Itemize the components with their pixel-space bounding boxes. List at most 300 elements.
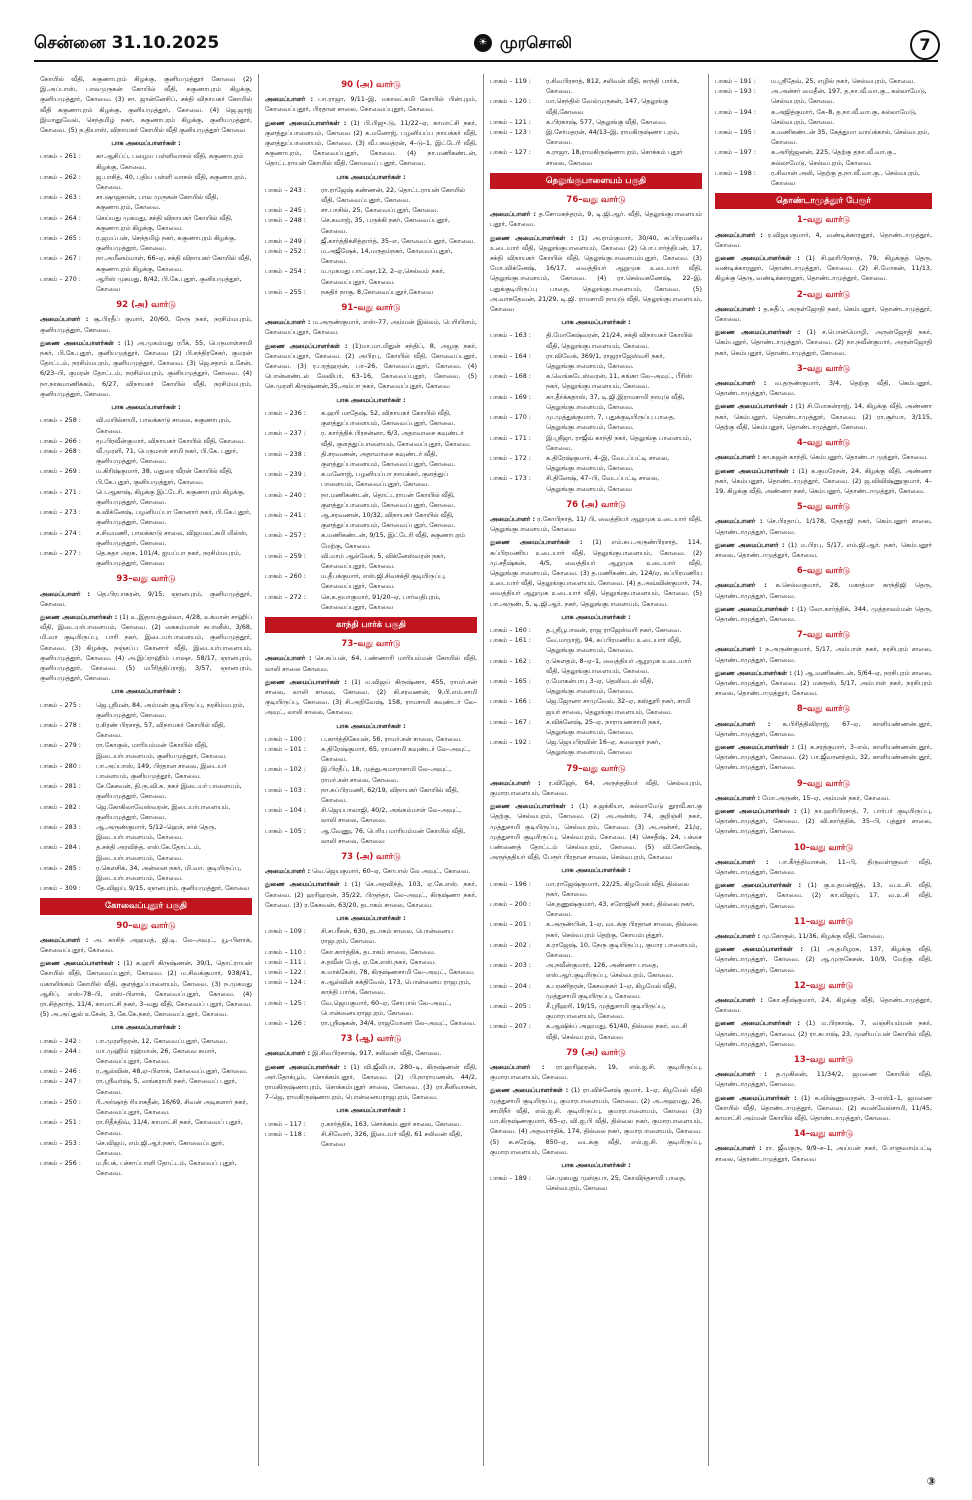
list-item (40, 487, 252, 507)
paragraph-text: (1) செ.அரவிந்த், 103, ஏ.கே.எஸ். நகர், கோவை. (2) ஹரிஹரன், 35/22, பிருந்தா, லே–அவுட், கிருஷ்ணா நகர், கோவை. (3) ர.கேசவன், 63/20, தடாகம் சாலை, கோவை. (265, 880, 477, 909)
booth-number: பாகம் – 285 : (40, 863, 81, 872)
ward-heading: 90–வது வார்டு (116, 920, 176, 931)
booth-number: பாகம் – 192 : (490, 738, 531, 747)
booth-list (490, 330, 702, 493)
booth-list (40, 151, 252, 294)
paragraph-text: ம.அருண்குமார், எஸ்–77, அம்மன் இல்லம், பெரியிளம், கோவைப்புதூர், கோவை. (265, 318, 477, 337)
booth-organiser: ம.ஸ்ரீதேவ், 25, எழில் நகர், செல்வபுரம், கோவை. (771, 77, 916, 85)
footer-mark: ③ (926, 1475, 936, 1488)
paragraph-text: (1) வி.ஜீவிபா, 280–டி, கிருஷ்ணன் வீதி, அர்.தோக்பூம், சொக்கம்புதூர், கோவை. (2) பி.நாராயணன், 44/2, ராமகிருஷ்ணாபுரம், சொக்கம்புதூர் சாலை, கோவை. (3) ரா.சீனிவாசன், 7–ஜெ, ராமகிருஷ்ணாபுரம், பொன்னையராஜபுரம், கோவை. (265, 1062, 477, 1102)
booth-number: பாகம் – 267 : (40, 254, 81, 263)
role-label: அமைப்பாளர் : (715, 230, 763, 239)
booth-number: பாகம் – 162 : (490, 656, 531, 665)
column-4 (715, 74, 932, 1466)
role-label: அமைப்பாளர் : (715, 1070, 767, 1079)
text-paragraph (715, 516, 932, 536)
booth-organiser: ச.ஆல்வின் சக்திவேல், 173, பொன்னைய ராஜபுரம், காந்தி பார்க், கோவை. (321, 978, 471, 997)
paragraph-text: (1) ச.ஜக்கியா, கல்லாமேடு தூரவீ.கா.கு தெற்கு, செல்வபுரம், கோவை. (2) அ.அன்ஸ், 74, குறிஞ்சி நகர், முத்துசாமி குடியிருப்பு, செல்வபுரம், கோவை. (3) அ.அன்சர், 21/ஏ, முத்துசாமி குடியிருப்பு, செல்வபுரம், கோவை. (4) செசதீஷ், 24, பச்சை பண்ணைத் தோட்டம் செல்வபுரம், கோவை. (5) வி.கோகேஷ், அருந்ததியர் வீதி, பேரூர் பிரதான சாலை, செல்வபுரம், கோவை (490, 802, 702, 862)
paragraph-text: அ. காசிந் அஹமத், ஜி.டி. லே–அவுட், யூ–பிளாக், கோவைப்புதூர், கோவை. (40, 935, 252, 955)
paragraph-text: தெ.பிரபாகரன், 9/15, ஞானபுரம், குனியமுத்தூர், கோவை. (40, 589, 252, 608)
booth-number: பாகம் – 257 : (265, 531, 306, 540)
list-item (40, 1076, 252, 1096)
paragraph-text: (1) அ.முகம்மது ரபீக், 55, பெருமாள்சாமி நகர், பி.கே.புதூர், குனியமுத்தூர், கோவை (2) பி.சந்திரசேகர், குமரன் தோட்டம், நரசிம்மபுரம், குனியமுத்தூர், கோவை. (3) ஜெ.சதாம் உசேன், 6/23–பி, குமரன் தோட்டம், நரசிம்மபுரம், குனியமுத்தூர், கோவை. (4) நா.நாகமாணிக்கம், 6/27, விநாயகர் கோயில் வீதி, நரசிம்மபுரம், குனியமுத்தூர், கோவை. (40, 338, 252, 398)
role-label: அமைப்பாளர் : (715, 304, 761, 313)
paragraph-text: கோ.சதீஷ்குமார், 24, கிழக்கு வீதி, தொண்டாமுத்தூர், கோவை. (715, 996, 932, 1015)
column-1 (40, 74, 252, 1466)
ward-heading: 90 (அ) வார்டு (341, 80, 401, 90)
list-item (490, 1173, 702, 1193)
booth-organiser: ர.கார்த்திக், 163, சொக்கம்புதூர் சாலை, கோவை. (321, 1119, 462, 1128)
role-label: அமைப்பாளர் : (715, 932, 761, 941)
booth-organiser: ச.விக்னேஷ், 25–ஏ, நாராயணசாமி நகர், தெலுங்குபாளையம், கோவை. (546, 717, 662, 736)
text-paragraph (715, 378, 932, 398)
booth-organiser: ரா.ரிதீந்திவ், 11/4, காமாட்சி நகர், கோவைப் புதூர், கோவை. (96, 1118, 243, 1137)
ward-heading: 73 (அ) வார்டு (341, 852, 401, 863)
booth-organiser: க.திரேஷ்குமார், 65, ராமசாமி கவுண்டர் லே–அவுட், கோவை. (321, 744, 471, 764)
paragraph-text: (1) சி.மோகன்ராஜ், 14, கிழக்கு வீதி, அண்ணா நகர், கெம்பனூர், தொண்டாமுத்தூர், கோவை. (2) ரா.சூர்யா, 3/115, தெற்கு வீதி, கெம்பனூர், தொண்டாமுத்தூர், கோவை. (715, 402, 932, 431)
booth-list (40, 415, 252, 568)
booth-organiser: ர.ஜமப்பன், செந்தமிழ் நகர், சுகுணாபுரம் கிழக்கு, குனியமுத்தூர், கோவை. (96, 234, 237, 253)
role-label: துணை அமைப்பாளர்கள் : (490, 538, 583, 547)
list-item (40, 1046, 252, 1066)
role-label: துணை அமைப்பாளர்கள் : (715, 254, 800, 263)
paragraph-text: செ.சுப்பன், 64, பண்ணாரி மாரியம்மன் கோயில் வீதி, லாலி சாலை கோவை. (265, 654, 477, 673)
column-divider (708, 74, 709, 1466)
paragraph-text: த.சுதீப், அருள்ஜோதி நகர், கெம்பனூர், தொண்டாமுத்தூர், கோவை. (715, 304, 932, 324)
list-item (265, 957, 477, 967)
text-paragraph (490, 514, 702, 534)
paragraph-text: (1)மா.மா.மிதுன் சந்திப், 8, அழகு நகர், கோவைப்புதூர், கோவை. (2) அபிரபு, கோயில் வீதி, கோவைப்புதூர், கோவை. (3) ர.பரத்ஹரன், பா–26, கோவைப்புதூர், கோவை. (4) பொன்னண்டல் லேவிபர், 63–16, கோவைப்புதூர், கோவை. (5) செ.முரளி கிருஷ்ணன்,35,அம்பா நகர், கோவைப்புதூர், கோவை (265, 341, 477, 391)
list-item (715, 127, 932, 147)
paragraph-text: வ.தருண்குமார், 3/4, தெற்கு வீதி, கெம்பனூர், தொண்டாமுத்தூர், கோவை. (715, 379, 932, 398)
paragraph-text: செ.பிரதாப், 1/178, நேதாஜி நகர், கெம்பனூர் சாலை, தொண்டாமுத்தூர், கோவை. (715, 517, 932, 536)
list-item (265, 571, 477, 591)
newspaper-name: முரசொலி (500, 33, 572, 52)
text-paragraph (715, 604, 932, 624)
booth-organiser: த.ஸ்ரீபூபாலன், ராஜ ராஜேஸ்வரி நகர், கோவை. (546, 625, 682, 634)
booth-organiser: நா.மணிகண்டன், தொட்டராயன் கோயில் வீதி, குளத்துப்பாளையம், கோவைப்புதூர், கோவை. (321, 490, 456, 509)
paragraph-text: பா.ராஜா, 9/11–இ, மகாலட்சுமி கோயில் பின்புறம், கோவைப்புதூர், பிரதான சாலை, கோவைப்புதூர், கோவை. (265, 95, 477, 114)
list-item (490, 392, 702, 412)
booth-number: பாகம் – 163 : (490, 331, 531, 340)
booth-number: பாகம் – 244 : (40, 1046, 81, 1055)
paragraph-text: (1) சு.விஷ்ணுவரதன், 3–எஸ்1–1, ஜமணை கோயில் வீதி, தொண்டாமுத்தூர், கோவை. (2) சுமன்வேல்சாமி, 11/45, காமாட்சி அம்மன் கோயில் வீதி, தொண்டாமுத்தூர், கோவை. (715, 1093, 932, 1123)
booth-organiser: ஆ.வேணு, 76, பெரிய மாரியம்மன் கோயில் வீதி, லாலி சாலை, கோவை (321, 826, 466, 845)
booth-organiser: அ.நவீன்குமார், 126, அண்ணா பாதை, எஸ்.ஆர்.குடியிருப்பு, செல்வபுரம், கோவை. (546, 961, 674, 980)
list-item (265, 408, 477, 428)
sub-heading: பாக அமைப்பாளர்கள் : (561, 318, 631, 327)
booth-number: பாகம் – 236 : (265, 408, 306, 417)
text-paragraph (40, 958, 252, 1019)
list-item (40, 415, 252, 435)
paragraph-text: வெ.ஜெயகுமார், 60–ஏ, சோபால் லே அவுட், கோவை. (312, 867, 471, 876)
booth-number: பாகம் – 241 : (265, 510, 306, 519)
role-label: அமைப்பாளர் : (715, 1144, 762, 1153)
booth-organiser: யா.முஹிம் ரஹ்மான், 26, கோவை சுமார், கோவைப்புதூர், கோவை. (96, 1046, 217, 1066)
role-label: துணை அமைப்பாளர்கள் : (715, 1093, 797, 1102)
booth-number: பாகம் – 252 : (265, 247, 306, 256)
role-label: துணை அமைப்பாளர்கள் : (715, 945, 803, 954)
paragraph-text: ரா.ஹரிஹரன், 19, எல்.ஐ.சி. குடியிருப்பு, குமாரபாளையம், கோவை. (490, 1063, 702, 1082)
sun-emblem-icon: ☀ (474, 34, 492, 52)
paragraph-text: (1) க.ஹரி கிருஷ்ணன், 39/1, தொட்ராயன் கோயில் வீதி, கோவைப்புதூர், கோவை. (2) ம.சிவக்குமார், 938/41, மகாலிங்கம் கோயில் வீதி, குளத்துப்பாளையம், கோவை. (3) ந.முகமது ஆசிப், எஸ்–78–பி, எஸ்–பிளாக், கோவைப்புதூர், கோவை. (4) ரா.சித்தார்த், 11/4, காமாட்சி நகர், 3–வது வீதி, கோவைப் புதூர், கோவை. (5) அ.அப்துல் உசேன், 3, கே.கே.நகர், கோவைப்புதூர், கோவை. (40, 959, 252, 1019)
list-item (715, 76, 932, 86)
ward-heading: 7–வது வார்டு (796, 630, 851, 641)
booth-number: பாகம் – 272 : (265, 592, 306, 601)
paragraph-text: க.செல்வகுமார், 28, மகாத்மா காந்திஜி தெரு, தொண்டாமுத்தூர், கோவை. (715, 581, 932, 600)
booth-number: பாகம் – 193 : (715, 87, 756, 96)
list-item (265, 1119, 477, 1129)
role-label: துணை அமைப்பாளர் : (715, 540, 785, 549)
paragraph-text: த.சோமசுந்தரம், 9, டி.ஜி.ஆர். வீதி, தெலுங்குபாளையம் புதூர், கோவை. (490, 210, 702, 229)
list-item (490, 960, 702, 980)
list-item (40, 1158, 252, 1178)
role-label: அமைப்பாளர் : (715, 379, 767, 388)
booth-organiser: ஜெ.ஜோனா சாமுவேல், 32–ஏ, கஸ்தூரி நகர், சாமி ஜயர் சாலை, தெலுங்குபாளையம், கோவை. (546, 697, 691, 716)
booth-number: பாகம் – 277 : (40, 548, 81, 557)
list-item (490, 635, 702, 655)
paragraph-text: (1) ம.பிரகாஷ், 7, வஞ்சியம்மன் நகர், தொண்டாமுத்தூர், கோவை. (2) ரா.சுபாஷ், 23, முனியப்பன் கோயில் வீதி, தொண்டாமுத்தூர், கோவை. (715, 1019, 932, 1048)
booth-list (40, 700, 252, 894)
column-3 (490, 74, 702, 1466)
masthead (34, 0, 938, 62)
booth-organiser: ர.மோகன்பாபு 3–ஏ, தெலிவடல் வீதி, தெலுங்குபாளையம், கோவை. (546, 676, 654, 696)
booth-number: பாகம் – 173 : (490, 474, 531, 483)
booth-list (715, 76, 932, 188)
list-item (265, 1018, 477, 1028)
list-item (40, 507, 252, 527)
booth-number: பாகம் – 255 : (265, 287, 306, 296)
list-item (40, 1097, 252, 1117)
booth-organiser: ம.நீபக், பச்சாப்பாளி தோட்டம், கோவைப் புதூர், கோவை. (96, 1159, 237, 1178)
booth-organiser: சி.தினேஷ், 47–பி, வேடப்பட்டி சாலை, தெலுங்குபாளையம், கோவை (546, 474, 660, 493)
booth-organiser: க.திரேஷ்குமார், 4–இ, வேடப்பட்டி சாலை, தெலுங்குபாளையம், கோவை. (546, 453, 670, 473)
booth-organiser: க.மணிகண்டன் 35, கேத்துமா வாய்க்கால், செல்வபுரம், கோவை. (771, 128, 930, 147)
booth-organiser: ரா.ராஜேஷ் கண்ணன், 22, தொட்டராயன் கோயில் வீதி, கோவைப்புதூர், கோவை. (321, 185, 465, 205)
booth-number: பாகம் – 250 : (40, 1097, 81, 1106)
ward-heading: 13–வது வார்டு (793, 1055, 854, 1066)
list-item (490, 127, 702, 147)
booth-number: பாகம் – 205 : (490, 1002, 531, 1011)
list-item (40, 781, 252, 801)
column-divider (258, 74, 259, 1466)
booth-number: பாகம் – 262 : (40, 172, 81, 181)
ward-heading: 12–வது வார்டு (793, 980, 854, 991)
booth-number: பாகம் – 279 : (40, 741, 81, 750)
text-paragraph (715, 580, 932, 600)
paragraph-text: கோயில் வீதி, சுகுணாபுரம் கிழக்கு, குனியமுத்தூர் கோவை (2) இ.அப்பாஸ், பாலமுருகன் கோயில் வீதி, சுகுணாபுரம் கிழக்கு, குனியமுத்தூர், கோவை. (3) சா. ஜான்னேசிப், சக்தி விநாயகர் கோயில் வீதி சுகுணாபுரம் கிழக்கு, குனியமுத்தூர், கோவை. (4) ஜெ.ஜாஜ் இமானுவேல், செந்தமிழ் நகர், சுகுணாபுரம் கிழக்கு, குனியமுத்தூர், கோவை. (5) ந.தியாஸ், விநாயகர் கோயில் வீதி குனியமுத்தூர் கோவை (40, 75, 252, 135)
list-item (40, 151, 252, 171)
text-paragraph (265, 94, 477, 114)
list-item (490, 981, 702, 1001)
booth-organiser: இ.சேர்மதரன், 44/13–இ, ராமகிருஷ்ணா புரம், கோவை. (546, 128, 680, 147)
sub-heading: பாக அமைப்பாளர்கள் : (561, 612, 631, 621)
paragraph-text: ரா. ஜீவகுரு, 9/9–ச–1, அய்யன் நகர், போளுவாம்பட்டி சாலை, தொண்டாமுத்தூர், கோவை (715, 1144, 932, 1163)
ward-heading: 11–வது வார்டு (793, 916, 854, 927)
booth-organiser: ர.சிவபிரசாத், 812, சலிவன் வீதி, காந்தி பார்க், கோவை. (546, 77, 680, 96)
booth-organiser: கா.தீர்க்கதாஸ், 37, டி.ஜி.இராமசாமி நாயுடு வீதி, தெலுங்குபாளையம், கோவை. (546, 392, 685, 411)
list-item (490, 919, 702, 939)
role-label: துணை அமைப்பாளர்கள் : (265, 1062, 347, 1071)
text-paragraph (715, 466, 932, 497)
booth-number: பாகம் – 274 : (40, 528, 81, 537)
booth-organiser: சி.சபரீசன், 630, தடாகம் சாலை, பொன்னைய ராஜபுரம், கோவை. (321, 927, 453, 946)
booth-organiser: ஆ.அருண்குமார், 5/12–ஹெச், சர்ச் தெரு, இடையர்பாளையம், கோவை. (96, 823, 217, 842)
booth-organiser: தி.சரவணன், அதாவாசை கவுண்டர் வீதி, குளத்துப்பாளையம், கோவைப்புதூர், கோவை. (321, 449, 456, 468)
text-paragraph (490, 537, 702, 608)
ward-heading: 3–வது வார்டு (796, 363, 851, 374)
ward-heading: 76–வது வார்டு (566, 195, 626, 206)
ward-heading: 92 (அ) வார்டு (116, 300, 176, 311)
list-item (265, 764, 477, 784)
text-paragraph (715, 931, 932, 941)
booth-number: பாகம் – 283 : (40, 823, 81, 832)
role-label: அமைப்பாளர் : (490, 778, 541, 787)
text-paragraph (715, 1143, 932, 1163)
text-paragraph (265, 1062, 477, 1103)
booth-organiser: அ.அன்சர் மைதீன், 197, த.நா.வீ.வா.கு., கல்லாமேடு, செல்வபுரம், கோவை. (771, 87, 927, 106)
booth-number: பாகம் – 246 : (40, 1067, 81, 1076)
role-label: துணை அமைப்பாளர்கள் : (715, 881, 802, 890)
booth-organiser: செ.விஜய், எம்.ஜி.ஆர்.நகர், கோவைப்புதூர், கோவை. (96, 1138, 225, 1157)
list-item (265, 744, 477, 764)
text-paragraph (715, 944, 932, 975)
booth-organiser: க.பிரகாஷ், 577, தெலுங்கு வீதி, கோவை. (546, 117, 667, 126)
booth-number: பாகம் – 270 : (40, 274, 81, 283)
list-item (265, 449, 477, 469)
list-item (40, 720, 252, 740)
sub-heading: பாக அமைப்பாளர்கள் : (336, 1106, 406, 1115)
booth-organiser: வே.மாறாஜ், 94, சுப்பிரமணிய உடையார் வீதி, தெலுங்குபாளையம், கோவை. (546, 636, 682, 655)
paragraph-text: (1) எம்.சுப.அருண்பிரசாத், 114, சுப்பிரமணிய உடையார் வீதி, தெலுங்குபாளையம், கோவை. (2) மு.சதீஷ்கன், 4/5, வைத்தியர் ஆறுமுக உடையார் வீதி, தெலுங்குபாளையம், கோவை. (3) த.மணிகண்டன், 124/ஏ, சுப்பிரமணிய உடையார் வீதி, தெலுங்குபாளையம், கோவை. (4) த.அவ்வின்குமார், 74, வைத்தியர் ஆறுமுக உடையார் வீதி, தெலுங்குபாளையம், கோவை. (5) பா.அருண், 5, டி.ஜி.ஆர். நகர், தெலுங்குபாளையம், கோவை. (490, 538, 702, 608)
booth-number: பாகம் – 165 : (490, 676, 531, 685)
list-item (40, 466, 252, 486)
booth-organiser: க.மணிகண்டன், 9/15, இட்டேரி வீதி, சுகுணாபுரம் மேற்கு, கோவை. (321, 531, 466, 550)
paragraph-text: ர.கோபிநாத், 11/ பி, வைத்தியர் ஆறுமுக உடையார் வீதி, தெலுங்குபாளையம், கோவை (490, 514, 702, 534)
list-item (265, 530, 477, 550)
booth-number: பாகம் – 164 : (490, 351, 531, 360)
booth-organiser: மூ.பிரவீன்குமார், விநாயகர் கோயில் வீதி, கோவை. (96, 436, 246, 445)
text-paragraph (265, 118, 477, 169)
booth-list (265, 185, 477, 297)
list-item (265, 287, 477, 297)
paragraph-text: (1) ரா.விக்னேஷ் குமார், 1–ஏ, கிழமேல் வீதி முத்துசாமி குடியிருப்பு, குமாரபாளையம், கோவை. (2) அ.அஹமது, 26, சாமிநீர் வீதி, எல்.ஐ.சி. குடியிருப்பு, குமாரபாளையம், கோவை (3) மா.கிருஷ்ணகுமார், 65–ஏ, வி.ஐ.பி வீதி, தில்லை நகர், குமாரபாளையம், கோவை. (4) அதவார்திக், 174, தில்லை நகர், குமாரபாளையம், கோவை. (5) க.சுரேஷ், 850–ஏ, வடக்கு வீதி, எல்.ஐ.சி. குடியிருப்பு, குமாரபாளையம், கோவை. (490, 1086, 702, 1156)
text-paragraph (490, 1062, 702, 1082)
text-paragraph (715, 806, 932, 837)
booth-number: பாகம் – 264 : (40, 213, 81, 222)
list-item (40, 822, 252, 842)
booth-number: பாகம் – 202 : (490, 940, 531, 949)
role-label: அமைப்பாளர் : (40, 315, 89, 324)
paragraph-text: (1) கு.உதயன்ஜித், 13, வ.உ.சி. வீதி, தொண்டாமுத்தூர், கோவை. (2) கா.விஜய், 17, வ.உ.சி வீதி, தொண்டாமுத்தூர், கோவை. (715, 881, 932, 910)
booth-number: பாகம் – 101 : (265, 744, 306, 753)
booth-organiser: சி.சிவோர், 326, இடையர் வீதி, 61 சலிவன் வீதி, கோவை (321, 1129, 463, 1149)
list-item (265, 592, 477, 612)
booth-organiser: க.ராஜா, 18,ராமகிருஷ்ணாபுரம், சொக்கம் புதூர் சாலை, கோவை (546, 148, 683, 167)
columns-container (40, 74, 932, 1466)
booth-number: பாகம் – 281 : (40, 782, 81, 791)
text-paragraph (715, 1069, 932, 1089)
ward-heading: 6–வது வார்டு (796, 566, 851, 577)
text-paragraph (715, 304, 932, 324)
role-label: அமைப்பாளர் : (715, 793, 761, 802)
list-item (40, 192, 252, 212)
list-item (490, 351, 702, 371)
booth-organiser: க.ராஜேஷ், 10, நேரு குடியிருப்பு, குமார பாளையம், கோவை. (546, 940, 698, 960)
paragraph-text: ர.விஜயகுமார், 4, வண்டிக்காரனூர், தொண்டாமுத்தூர், கோவை. (715, 230, 932, 249)
booth-organiser: கா.ஆசிப்ப், பழைய பள்ளிவாசல் வீதி, சுகுணாபுரம் கிழக்கு, கோவை. (96, 152, 244, 171)
ward-heading: 79 (அ) வார்டு (566, 1047, 626, 1058)
text-paragraph (715, 742, 932, 773)
paragraph-text: (1) பி.பிஜு.டு, 11/22–ஏ, காமாட்சி நகர், குளத்துப்பாளையம், கோவை (2) க.மனோஜ், பழனியப்ப நாயக்கர் வீதி, குளத்துப்பாளையம், கோவை. (3) வீ.பகவத்ரன், 4–டு–1, இட்டேரி வீதி, சுகுணாபுரம், கோவைப்புதூர், கோவை. (4) நா.மணிகண்டன், தொட்டராயன் கோயில் வீதி, கோவைப் புதூர், கோவை. (265, 118, 477, 168)
text-paragraph (715, 880, 932, 911)
booth-number: பாகம் – 268 : (40, 446, 81, 455)
list-item (715, 147, 932, 167)
paragraph-text: (1) ம.விஜய் கிருஷ்ணா, 455, ராமர்.சன் சாலை, லாலி சாலை, கோவை. (2) கி.சரவணன், 9,பி.எம்.சாமி குடியிருப்பு, கோவை. (3) சி.அறிவேஷ், 158, ராமசாமி கவுண்டர் லே–அவுட், லாலி சாலை, கோவை. (265, 677, 477, 717)
role-label: அமைப்பாளர் : (40, 935, 89, 944)
booth-organiser: வீ.முரளி, 71, பெருமாள் சாமி நகர், பி.கே. புதூர், குனியமுத்தூர், கோவை. (96, 446, 238, 466)
text-paragraph (490, 1085, 702, 1156)
list-item (40, 883, 252, 893)
text-paragraph (490, 233, 702, 315)
text-paragraph (40, 74, 252, 135)
booth-number: பாகம் – 126 : (265, 1019, 306, 1028)
text-paragraph (715, 327, 932, 358)
booth-organiser: ரா.ஸ்ரீஷகன், 34/4, ராஜமோனர் லே–அவுட், கோவை. (321, 1019, 477, 1028)
list-item (490, 1021, 702, 1041)
list-item (715, 86, 932, 106)
booth-number: பாகம் – 109 : (265, 927, 306, 936)
booth-number: பாகம் – 265 : (40, 234, 81, 243)
role-label: அமைப்பாளர் : (715, 996, 763, 1005)
column-2 (265, 74, 477, 1466)
list-item (490, 737, 702, 757)
text-paragraph (715, 644, 932, 664)
booth-number: பாகம் – 172 : (490, 453, 531, 462)
booth-organiser: ர.சிரண் பிரசாத், 57, விநாயகர் கோயில் வீதி, கோவை. (96, 720, 226, 740)
list-item (490, 1001, 702, 1021)
section-banner: தெலுங்குபாளையம் பகுதி (490, 173, 702, 189)
list-item (40, 446, 252, 466)
list-item (265, 977, 477, 997)
booth-number: பாகம் – 204 : (490, 981, 531, 990)
paragraph-text: ர.விஜேந், 64, அருந்ததியர் வீதி, செல்வபுரம், குமாரபாளையம், கோவை. (490, 778, 702, 797)
role-label: துணை அமைப்பாளர்கள் : (265, 118, 347, 127)
booth-number: பாகம் – 245 : (265, 206, 306, 215)
booth-organiser: செ.கவாஜ், 35, பருக்கி நகர், கோவைப்புதூர், கோவை. (321, 216, 451, 235)
booth-number: பாகம் – 166 : (490, 697, 531, 706)
booth-number: பாகம் – 260 : (265, 572, 306, 581)
role-label: அமைப்பாளர் : (265, 95, 314, 104)
paragraph-text: கா.சுஜன் காந்தி, கெம்பனூர், தொண்டா முத்தூர், கோவை. (762, 453, 928, 462)
booth-organiser: ஆரிஸ் முகமது, 8/42, பி.கே.புதூர், குனியமுத்தூர், கோவை (96, 274, 242, 294)
list-item (265, 510, 477, 530)
ward-heading: 10–வது வார்டு (793, 842, 854, 853)
booth-number: பாகம் – 104 : (265, 806, 306, 815)
list-item (490, 899, 702, 919)
sub-heading: பாக அமைப்பாளர்கள் : (111, 139, 181, 148)
list-item (715, 168, 932, 188)
list-item (265, 1129, 477, 1149)
role-label: துணை அமைப்பாளர்கள் : (715, 1019, 800, 1028)
booth-organiser: க.அஜித்குமார், கே–8, த.நா.வீ.வா.கு, கல்லாமேடு, செல்வபுரம், கோவை. (771, 107, 917, 126)
ward-heading: 73 (ஆ) வார்டு (340, 1034, 402, 1045)
ward-heading: 93–வது வார்டு (116, 574, 176, 585)
booth-number: பாகம் – 242 : (40, 1036, 81, 1045)
ward-heading: 4–வது வார்டு (796, 438, 851, 449)
paragraph-text: சூ.பிரதீப் குமார், 20/60, நேரு நகர், நரசிம்மபுரம், குனியமுத்தூர், கோவை. (40, 315, 252, 334)
text-paragraph (40, 935, 252, 955)
booth-number: பாகம் – 198 : (715, 168, 756, 177)
list-item (265, 266, 477, 286)
ward-heading: 5–வது வார்டு (796, 502, 851, 513)
list-item (40, 1117, 252, 1137)
list-item (490, 453, 702, 473)
booth-number: பாகம் – 249 : (265, 236, 306, 245)
list-item (265, 490, 477, 510)
booth-organiser: மா.செந்தில் வேல்முருகன், 147, தெலுங்கு வீதி,கோவை (546, 97, 669, 116)
booth-number: பாகம் – 102 : (265, 765, 306, 774)
booth-number: பாகம் – 247 : (40, 1077, 81, 1086)
text-paragraph (265, 677, 477, 718)
list-item (40, 1036, 252, 1046)
booth-number: பாகம் – 120 : (490, 97, 531, 106)
booth-number: பாகம் – 271 : (40, 487, 81, 496)
booth-number: பாகம் – 254 : (265, 267, 306, 276)
booth-organiser: ர.கௌசிக், 34, அன்னை நகர், மி.வா. குடியிருப்பு, இடையர்பாளையம், கோவை. (96, 863, 242, 883)
list-item (265, 236, 477, 246)
role-label: அமைப்பாளர் : (715, 719, 771, 728)
booth-organiser: க.விக்னேஷ், பழனியப்பா கோனார் நகர், பி.கே.புதூர், குனியமுத்தூர், கோவை. (96, 508, 252, 527)
booth-organiser: ம.அஜீஷேக், 14,மருதம்நகர், கோவைப்புதூர், கோவை. (321, 247, 453, 266)
booth-organiser: ஜீ.கார்த்திக்சித்தார்த், 35–எ, கோவைப்புதூர், கோவை. (321, 236, 476, 245)
text-paragraph (265, 866, 477, 876)
booth-number: பாகம் – 189 : (490, 1174, 531, 1183)
booth-list (490, 1173, 702, 1193)
booth-number: பாகம் – 125 : (265, 998, 306, 1007)
paragraph-text: (1) க.குமரேசன், 24, கிழக்கு வீதி, அண்ணா நகர், கெம்பனூர், தொண்டாமுத்தூர், கோவை. (2) ஜ.விவிஷ்ணுகுமார், 4–19, கிழக்கு வீதி, அண்ணா நகர், கெம்பனூர், தொண்டாமுத்தூர், கோவை. (715, 466, 932, 495)
booth-organiser: செய்யது முகமது, சக்தி விநாயகர் கோயில் வீதி, சுகுணாபுரம் கிழக்கு, கோவை. (96, 213, 233, 232)
text-paragraph (715, 857, 932, 877)
text-paragraph (715, 793, 932, 803)
role-label: துணை அமைப்பாளர்கள் : (40, 612, 118, 621)
column-divider (483, 74, 484, 1466)
booth-number: பாகம் – 269 : (40, 467, 81, 476)
ward-heading: 1–வது வார்டு (796, 215, 851, 226)
list-item (265, 185, 477, 205)
list-item (40, 274, 252, 294)
paragraph-text: (1) லோ.கார்த்திக், 344, முத்தாலம்மன் தெரு, தொண்டாமுத்தூர், கோவை. (715, 604, 932, 623)
list-item (490, 330, 702, 350)
paragraph-text: (1) ச.பொன்மொழி, அருள்ஜோதி நகர், கெம்பனூர், தொண்டாமுத்தூர், கோவை. (2) நா.நவீன்குமார், அருள்ஜோதி நகர், கெம்பனூர், தொண்டாமுத்தூர், கோவை. (715, 328, 932, 357)
booth-number: பாகம் – 256 : (40, 1159, 81, 1168)
booth-number: பாகம் – 191 : (715, 77, 756, 85)
sub-heading: பாக அமைப்பாளர்கள் : (111, 403, 181, 412)
role-label: அமைப்பாளர் : (715, 857, 769, 866)
text-paragraph (40, 338, 252, 399)
booth-number: பாகம் – 259 : (265, 551, 306, 560)
list-item (490, 147, 702, 167)
page-date: சென்னை 31.10.2025 (34, 33, 220, 53)
list-item (490, 117, 702, 127)
role-label: துணை அமைப்பாளர்கள் : (265, 677, 347, 686)
booth-number: பாகம் – 240 : (265, 490, 306, 499)
list-item (40, 528, 252, 548)
booth-organiser: சா.ஷாஜகான், பால முருகன் கோயில் வீதி, சுகுணாபுரம், கோவை. (96, 193, 219, 212)
sub-heading: பாக அமைப்பாளர்கள் : (111, 687, 181, 696)
role-label: அமைப்பாளர் : (265, 1049, 311, 1058)
role-label: துணை அமைப்பாளர்கள் : (715, 466, 795, 475)
